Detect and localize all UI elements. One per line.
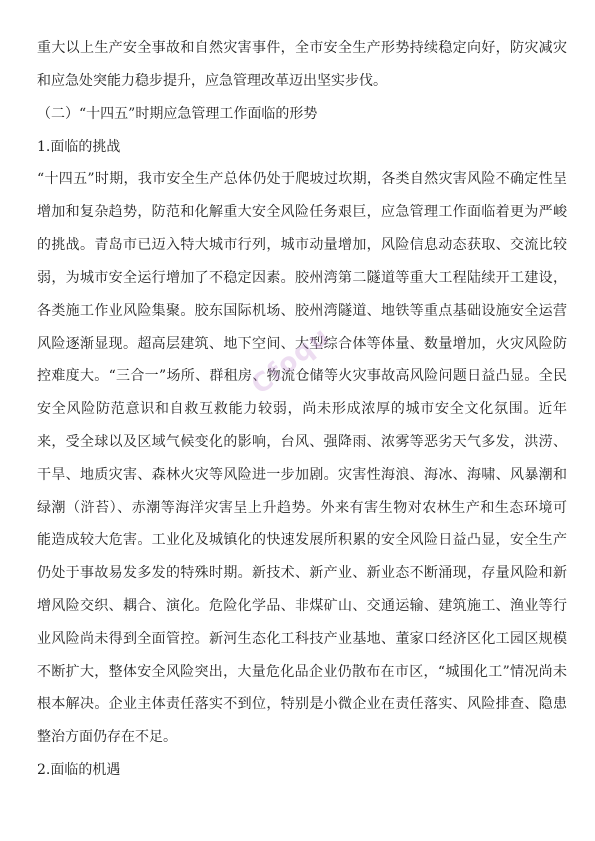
text-line-21: 根本解决。企业主体责任落实不到位，特别是小微企业在责任落实、风险排查、隐患: [37, 696, 567, 712]
text-line-7: 的挑战。青岛市已迈入特大城市行列，城市动量增加，风险信息动态获取、交流比较: [37, 237, 567, 253]
text-line-2: 和应急处突能力稳步提升，应急管理改革迈出坚实步伐。: [37, 73, 387, 89]
text-line-6: 增加和复杂趋势，防范和化解重大安全风险任务艰巨，应急管理工作面临着更为严峻: [37, 204, 567, 220]
subheading-challenges: 1.面临的挑战: [37, 139, 121, 155]
text-line-11: 控难度大。“三合一”场所、群租房、物流仓储等火灾事故高风险问题日益凸显。全民: [37, 368, 567, 384]
text-line-16: 能造成较大危害。工业化及城镇化的快速发展所积累的安全风险日益凸显，安全生产: [37, 532, 567, 548]
text-line-19: 业风险尚未得到全面管控。新河生态化工科技产业基地、董家口经济区化工园区规模: [37, 631, 567, 647]
text-line-9: 各类施工作业风险集聚。胶东国际机场、胶州湾隧道、地铁等重点基础设施安全运营: [37, 303, 567, 319]
text-line-17: 仍处于事故易发多发的特殊时期。新技术、新产业、新业态不断涌现，存量风险和新: [37, 565, 567, 581]
text-line-10: 风险逐渐显现。超高层建筑、地下空间、大型综合体等体量、数量增加，火灾风险防: [37, 336, 567, 352]
text-line-20: 不断扩大，整体安全风险突出，大量危化品企业仍散布在市区，“城围化工”情况尚未: [37, 664, 567, 680]
text-line-5: “十四五”时期，我市安全生产总体仍处于爬坡过坎期，各类自然灾害风险不确定性呈: [37, 171, 567, 187]
text-line-14: 干旱、地质灾害、森林火灾等风险进一步加剧。灾害性海浪、海冰、海啸、风暴潮和: [37, 467, 567, 483]
text-line-15: 绿潮（浒苔）、赤潮等海洋灾害呈上升趋势。外来有害生物对农林生产和生态环境可: [37, 500, 567, 516]
watermark-logo: Cfoqu: [246, 321, 336, 401]
text-line-18: 增风险交织、耦合、演化。危险化学品、非煤矿山、交通运输、建筑施工、渔业等行: [37, 598, 567, 614]
text-line-13: 来，受全球以及区域气候变化的影响，台风、强降雨、浓雾等恶劣天气多发，洪涝、: [37, 434, 567, 450]
text-line-12: 安全风险防范意识和自救互救能力较弱，尚未形成浓厚的城市安全文化氛围。近年: [37, 401, 567, 417]
section-heading: （二）“十四五”时期应急管理工作面临的形势: [37, 106, 318, 122]
text-line-1: 重大以上生产安全事故和自然灾害事件，全市安全生产形势持续稳定向好，防灾减灾: [37, 40, 567, 56]
text-line-8: 弱，为城市安全运行增加了不稳定因素。胶州湾第二隧道等重大工程陆续开工建设，: [37, 270, 567, 286]
text-line-22: 整治方面仍存在不足。: [37, 729, 177, 745]
subheading-opportunities: 2.面临的机遇: [37, 762, 121, 778]
